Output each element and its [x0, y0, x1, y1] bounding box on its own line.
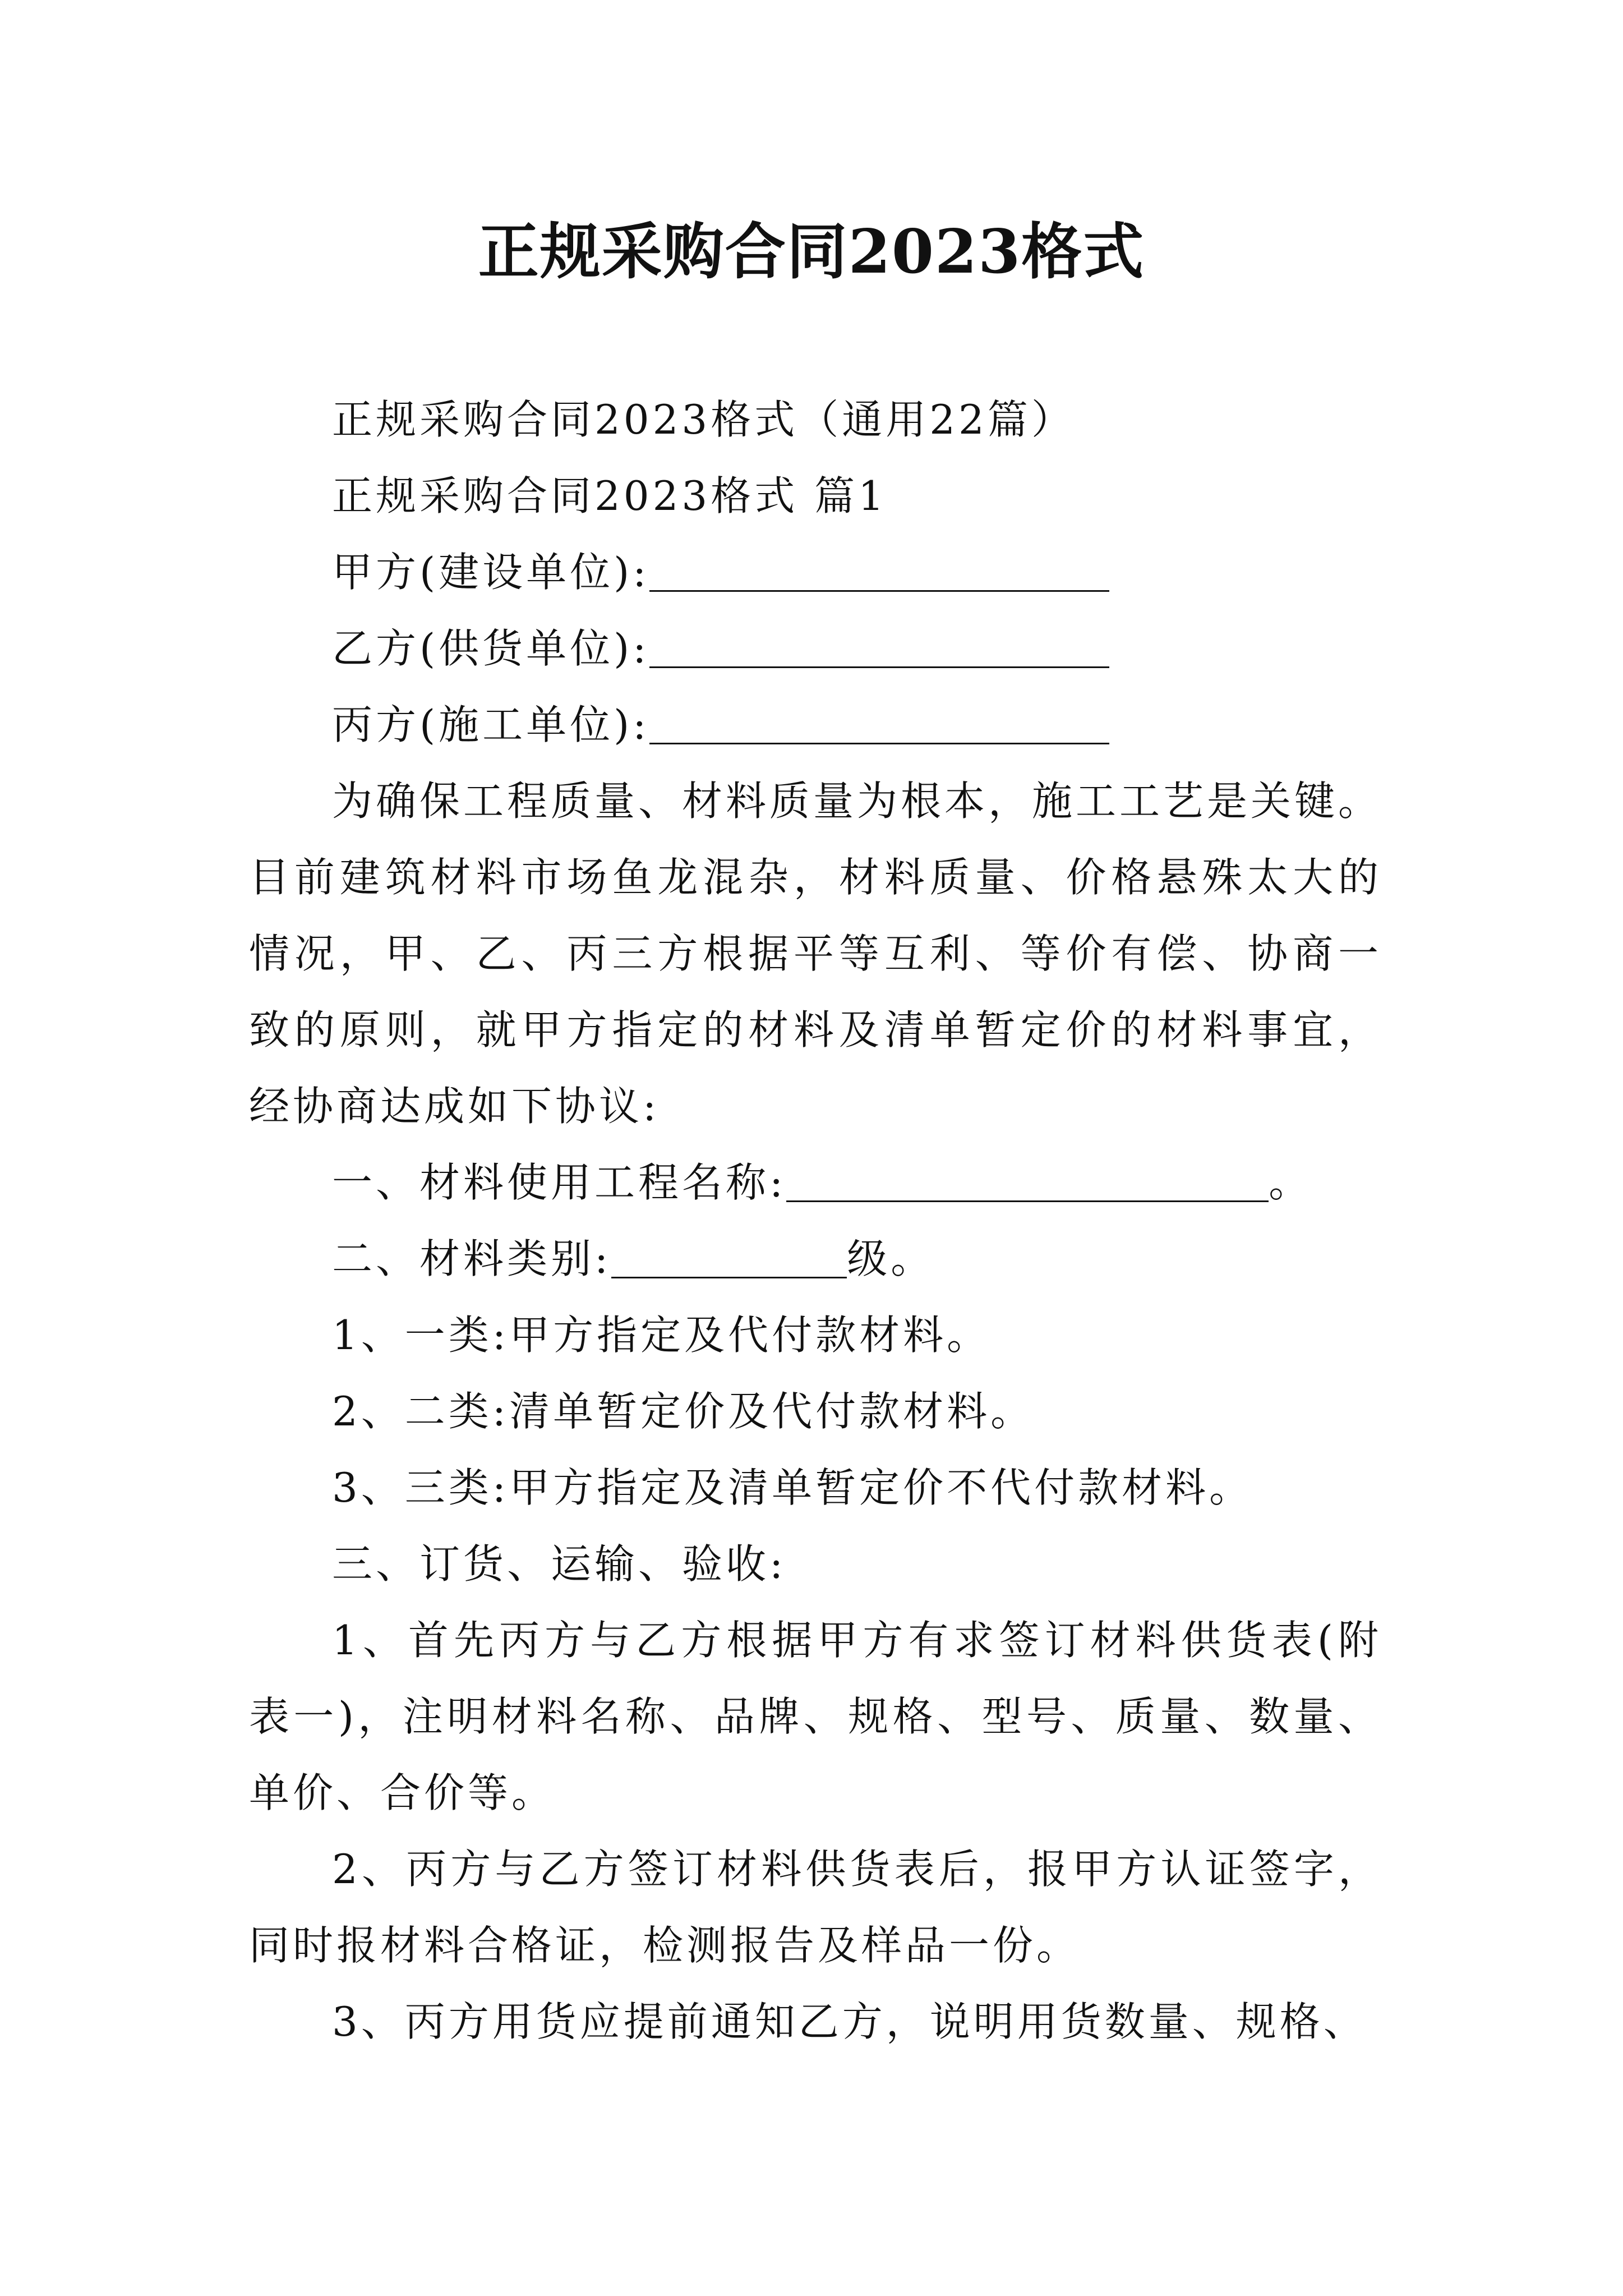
subtitle: 正规采购合同2023格式（通用22篇） [332, 396, 1075, 443]
item2-label: 二、材料类别: [332, 1235, 612, 1282]
party-a-blank [649, 550, 1109, 592]
category-2: 2、二类:清单暂定价及代付款材料。 [332, 1388, 1035, 1435]
item1-line [249, 1144, 1382, 1221]
item2-suffix: 级。 [847, 1235, 935, 1282]
document-body [249, 381, 1382, 2060]
document-title: 正规采购合同2023格式 [478, 217, 1145, 287]
party-b-label: 乙方(供货单位): [332, 625, 650, 672]
category-3: 3、三类:甲方指定及清单暂定价不代付款材料。 [332, 1464, 1253, 1511]
party-c-label: 丙方(施工单位): [332, 701, 650, 748]
item1-label: 一、材料使用工程名称: [332, 1159, 787, 1206]
party-c-blank [649, 702, 1109, 744]
party-c-line [249, 687, 1382, 763]
clause-1: 1、首先丙方与乙方根据甲方有求签订材料供货表(附表一)，注明材料名称、品牌、规格、型号、质量、数量、单价、合价等。 [249, 1617, 1382, 1816]
clause-2: 2、丙方与乙方签订材料供货表后，报甲方认证签字，同时报材料合格证，检测报告及样品一份。 [249, 1846, 1382, 1969]
party-b-line [249, 610, 1382, 687]
party-a-line [249, 534, 1382, 610]
item1-suffix: 。 [1269, 1159, 1313, 1206]
part-heading: 正规采购合同2023格式 篇1 [332, 472, 887, 519]
clause-3: 3、丙方用货应提前通知乙方，说明用货数量、规格、 [332, 1998, 1367, 2045]
category-blank [611, 1236, 847, 1278]
preamble-paragraph: 为确保工程质量、材料质量为根本，施工工艺是关键。目前建筑材料市场鱼龙混杂，材料质量、价格悬殊太大的情况，甲、乙、丙三方根据平等互利、等价有偿、协商一致的原则，就甲方指定的材料及清单暂定价的材料事宜，经协商达成如下协议: [249, 777, 1382, 1130]
item3-heading: 三、订货、运输、验收: [332, 1540, 787, 1588]
party-a-label: 甲方(建设单位): [332, 549, 650, 596]
project-name-blank [786, 1160, 1269, 1202]
item2-line [249, 1221, 1382, 1297]
party-b-blank [649, 626, 1109, 668]
category-1: 1、一类:甲方指定及代付款材料。 [332, 1312, 991, 1359]
